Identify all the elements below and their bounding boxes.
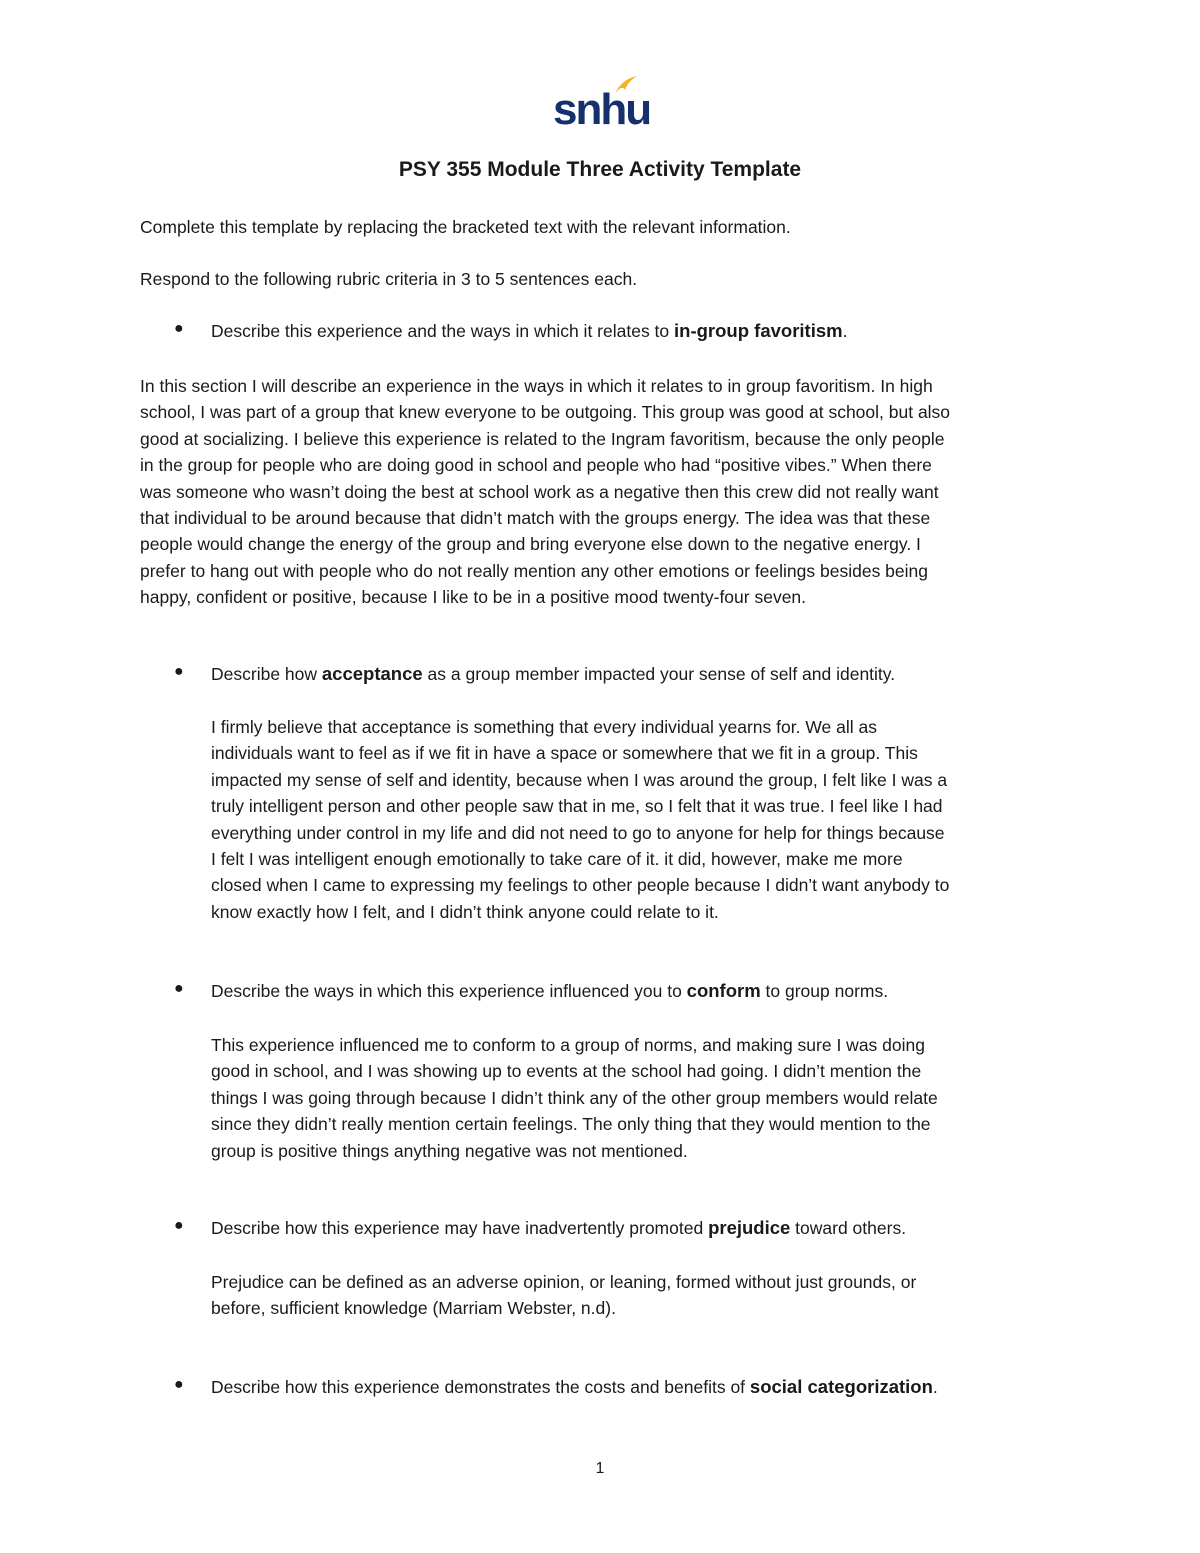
answer-line: individuals want to feel as if we fit in have a space or somewhere that we fit in a group. This <box>211 743 918 764</box>
answer-line: This experience influenced me to conform to a group of norms, and making sure I was doing <box>211 1035 925 1055</box>
bullet-marker: ● <box>174 1376 184 1393</box>
snhu-logo <box>553 74 651 134</box>
bullet-marker: ● <box>174 663 184 680</box>
rubric-keyword: conform <box>686 980 761 1001</box>
answer-line: school, I was part of a group that knew everyone to be outgoing. This group was good at school, but also <box>140 402 951 423</box>
rubric-item-prejudice <box>211 1217 1091 1239</box>
answer-line: impacted my sense of self and identity, because when I was around the group, I felt like I was a <box>211 769 948 790</box>
intro-criteria: Respond to the following rubric criteria in 3 to 5 sentences each. <box>140 269 638 289</box>
answer-line: since they didn’t really mention certain feelings. The only thing that they would mention to the <box>211 1114 931 1135</box>
answer-line: good at socializing. I believe this experience is related to the Ingram favoritism, because the only people <box>140 428 945 449</box>
answer-line: Prejudice can be defined as an adverse opinion, or leaning, formed without just grounds, or <box>211 1272 917 1292</box>
rubric-text: Describe how <box>211 664 322 684</box>
answer-prejudice <box>211 1269 916 1322</box>
bullet-marker: ● <box>174 1217 184 1234</box>
answer-line: good in school, and I was showing up to events at the school had going. I didn’t mention the <box>211 1061 922 1082</box>
rubric-text: Describe how this experience may have inadvertently promoted <box>211 1218 709 1238</box>
rubric-text-end: as a group member impacted your sense of self and identity. <box>422 664 896 684</box>
page-title: PSY 355 Module Three Activity Template <box>398 158 802 181</box>
rubric-text-end: toward others. <box>790 1218 907 1238</box>
logo-text: snhu <box>553 85 651 134</box>
rubric-item-in-group-favoritism <box>211 320 1091 342</box>
answer-line: before, sufficient knowledge (Marriam Webster, n.d). <box>211 1298 616 1319</box>
answer-line: things I was going through because I didn’t think any of the other group members would relate <box>211 1087 938 1108</box>
rubric-item-social-categorization <box>211 1376 1091 1398</box>
rubric-text: Describe how this experience demonstrates the costs and benefits of <box>211 1377 750 1397</box>
rubric-text: Describe this experience and the ways in which it relates to <box>211 321 675 341</box>
answer-in-group-favoritism <box>140 373 950 611</box>
answer-line: people would change the energy of the group and bring everyone else down to the negative energy. I <box>140 534 921 555</box>
answer-line: was someone who wasn’t doing the best at school work as a negative then this crew did not really want <box>140 481 939 502</box>
rubric-text-end: . <box>932 1377 938 1397</box>
rubric-item-conform <box>211 980 1091 1002</box>
intro-instruction: Complete this template by replacing the bracketed text with the relevant information. <box>140 217 791 237</box>
rubric-keyword: social categorization <box>749 1376 933 1397</box>
answer-acceptance <box>211 714 949 925</box>
answer-line: I felt I was intelligent enough emotionally to take care of it. it did, however, make me more <box>211 849 903 870</box>
answer-line: happy, confident or positive, because I like to be in a positive mood twenty-four seven. <box>140 587 807 608</box>
answer-line: In this section I will describe an experience in the ways in which it relates to in group favoritism. In high <box>140 376 933 396</box>
answer-line: that individual to be around because that didn’t match with the groups energy. The idea was that these <box>140 508 931 529</box>
answer-line: prefer to hang out with people who do not really mention any other emotions or feelings besides being <box>140 560 928 581</box>
rubric-text: Describe the ways in which this experience influenced you to <box>211 981 687 1001</box>
answer-conform <box>211 1032 938 1164</box>
rubric-keyword: prejudice <box>708 1217 791 1238</box>
page-number: 1 <box>595 1460 605 1477</box>
answer-line: group is positive things anything negative was not mentioned. <box>211 1140 688 1161</box>
bullet-marker: ● <box>174 980 184 997</box>
answer-line: I firmly believe that acceptance is something that every individual yearns for. We all as <box>211 717 877 737</box>
answer-line: in the group for people who are doing good in school and people who had “positive vibes.” When there <box>140 455 932 476</box>
rubric-text-end: . <box>842 321 848 341</box>
answer-line: know exactly how I felt, and I didn’t think anyone could relate to it. <box>211 901 719 922</box>
rubric-keyword: acceptance <box>321 663 423 684</box>
bullet-marker: ● <box>174 320 184 337</box>
rubric-text-end: to group norms. <box>760 981 889 1001</box>
answer-line: truly intelligent person and other people saw that in me, so I felt that it was true. I feel like I had <box>211 796 943 817</box>
answer-line: everything under control in my life and did not need to go to anyone for help for things because <box>211 822 945 843</box>
rubric-keyword: in-group favoritism <box>674 320 843 341</box>
rubric-item-acceptance <box>211 663 1091 685</box>
answer-line: closed when I came to expressing my feelings to other people because I didn’t want anybody to <box>211 875 950 896</box>
